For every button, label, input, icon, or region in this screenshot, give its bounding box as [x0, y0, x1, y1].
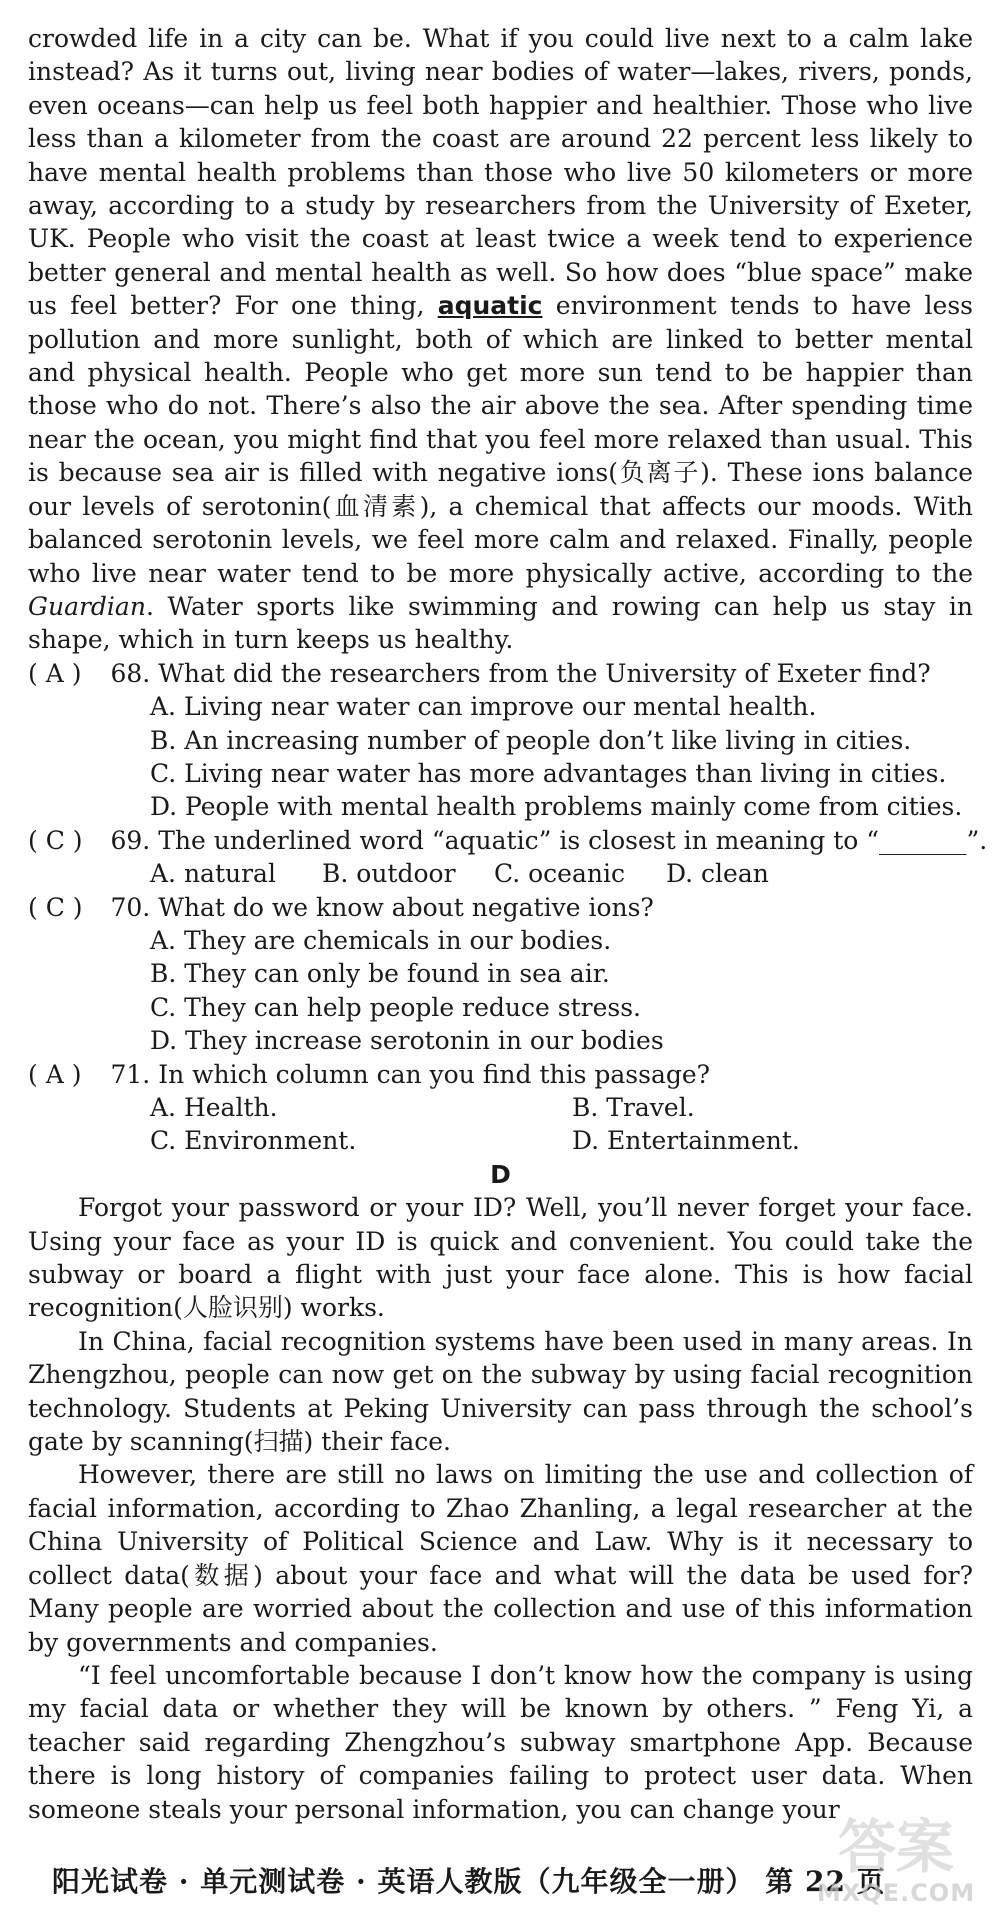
answer-mark: ( C ) — [28, 825, 83, 855]
section-heading: D — [490, 1159, 511, 1189]
option: A. natural — [150, 859, 276, 889]
option: C. oceanic — [494, 859, 625, 889]
option: D. They increase serotonin in our bodies — [150, 1026, 664, 1056]
option: C. They can help people reduce stress. — [150, 992, 641, 1022]
question-69 — [28, 824, 988, 857]
underlined-word: aquatic — [437, 291, 543, 321]
options-row — [150, 857, 973, 890]
watermark-icon: 答案 — [837, 1813, 954, 1881]
section-d-paragraph: Forgot your password or your ID? Well, you’ll never forget your face. Using your face as your ID is quick and convenient. You could take the subway or board a flight with just your face alone. This is how facial recognition(人脸识别) works. — [28, 1193, 973, 1323]
question-text: 71. In which column can you find this passage? — [110, 1059, 711, 1089]
passage-text-part: . Water sports like swimming and rowing can help us stay in shape, which in turn keeps us healthy. — [28, 591, 973, 655]
option: B. They can only be found in sea air. — [150, 959, 610, 989]
option: A. Living near water can improve our mental health. — [150, 692, 817, 722]
question-71 — [28, 1058, 973, 1091]
question-68 — [28, 657, 973, 690]
option: B. An increasing number of people don’t like living in cities. — [150, 725, 912, 755]
option: A. They are chemicals in our bodies. — [150, 925, 612, 955]
question-text: 70. What do we know about negative ions? — [110, 892, 654, 922]
options-row — [150, 1124, 973, 1157]
passage-c-paragraph — [28, 22, 973, 657]
question-70 — [28, 891, 973, 924]
section-d-paragraph: “I feel uncomfortable because I don’t know how the company is using my facial data or whether they will be known by others. ” Feng Yi, a teacher said regarding Zhengzhou’s subway smartphone App. Because there is long history of companies failing to protect user data. When someone steals your personal information, you can change your — [28, 1660, 973, 1824]
option: C. Environment. — [150, 1126, 357, 1156]
option: A. Health. — [150, 1093, 278, 1122]
section-d-paragraph: In China, facial recognition systems have been used in many areas. In Zhengzhou, people can now get on the subway by using facial recognition technology. Students at Peking University can pass through the school’s gate by scanning(扫描) their face. — [28, 1326, 973, 1457]
answer-mark: ( A ) — [28, 658, 82, 688]
option: D. People with mental health problems mainly come from cities. — [150, 792, 963, 822]
watermark-text: MXQE.COM — [816, 1879, 976, 1907]
answer-mark: ( C ) — [28, 892, 83, 922]
watermark-logo — [806, 1815, 986, 1915]
option: D. Entertainment. — [572, 1126, 800, 1156]
guardian-title: Guardian — [28, 591, 146, 621]
option: D. clean — [666, 859, 769, 889]
options-row — [150, 1091, 973, 1124]
option: B. Travel. — [572, 1093, 695, 1122]
option: B. outdoor — [322, 859, 456, 889]
question-text: 68. What did the researchers from the University of Exeter find? — [110, 658, 931, 688]
section-d-paragraph: However, there are still no laws on limiting the use and collection of facial information, according to Zhao Zhanling, a legal researcher at the China University of Political Science and Law. Why is it necessary to collect data(数据) about your face and what will the data be used for? Many people are worried about the collection and use of this information by governments and companies. — [28, 1460, 973, 1657]
passage-text-part: crowded life in a city can be. What if you could live next to a calm lake instead? As it turns out, living near bodies of water—lakes, rivers, ponds, even oceans—can help us feel both happier and healthier. Those who live less than a kilometer from the coast are around 22 percent less likely to have mental health problems than those who live 50 kilometers or more away, according to a study by researchers from the University of Exeter, UK. People who visit the coast at least twice a week tend to experience better general and mental health as well. So how does “blue space” make us feel better? For one thing, — [28, 24, 973, 321]
question-text: 69. The underlined word “aquatic” is closest in meaning to “_______”. — [110, 825, 988, 855]
option: C. Living near water has more advantages than living in cities. — [150, 758, 947, 788]
page-footer: 阳光试卷 · 单元测试卷 · 英语人教版（九年级全一册） 第 22 页 — [52, 1865, 886, 1898]
passage-text-part: environment tends to have less pollution and more sunlight, both of which are linked to better mental and physical health. People who get more sun tend to be happier than those who do not. There’s also the air above the sea. After spending time near the ocean, you might find that you feel more relaxed than usual. This is because sea air is filled with negative ions(负离子). These ions balance our levels of serotonin(血清素), a chemical that affects our moods. With balanced serotonin levels, we feel more calm and relaxed. Finally, people who live near water tend to be more physically active, according to the — [28, 291, 973, 588]
answer-mark: ( A ) — [28, 1059, 82, 1089]
page-content — [28, 22, 988, 1826]
